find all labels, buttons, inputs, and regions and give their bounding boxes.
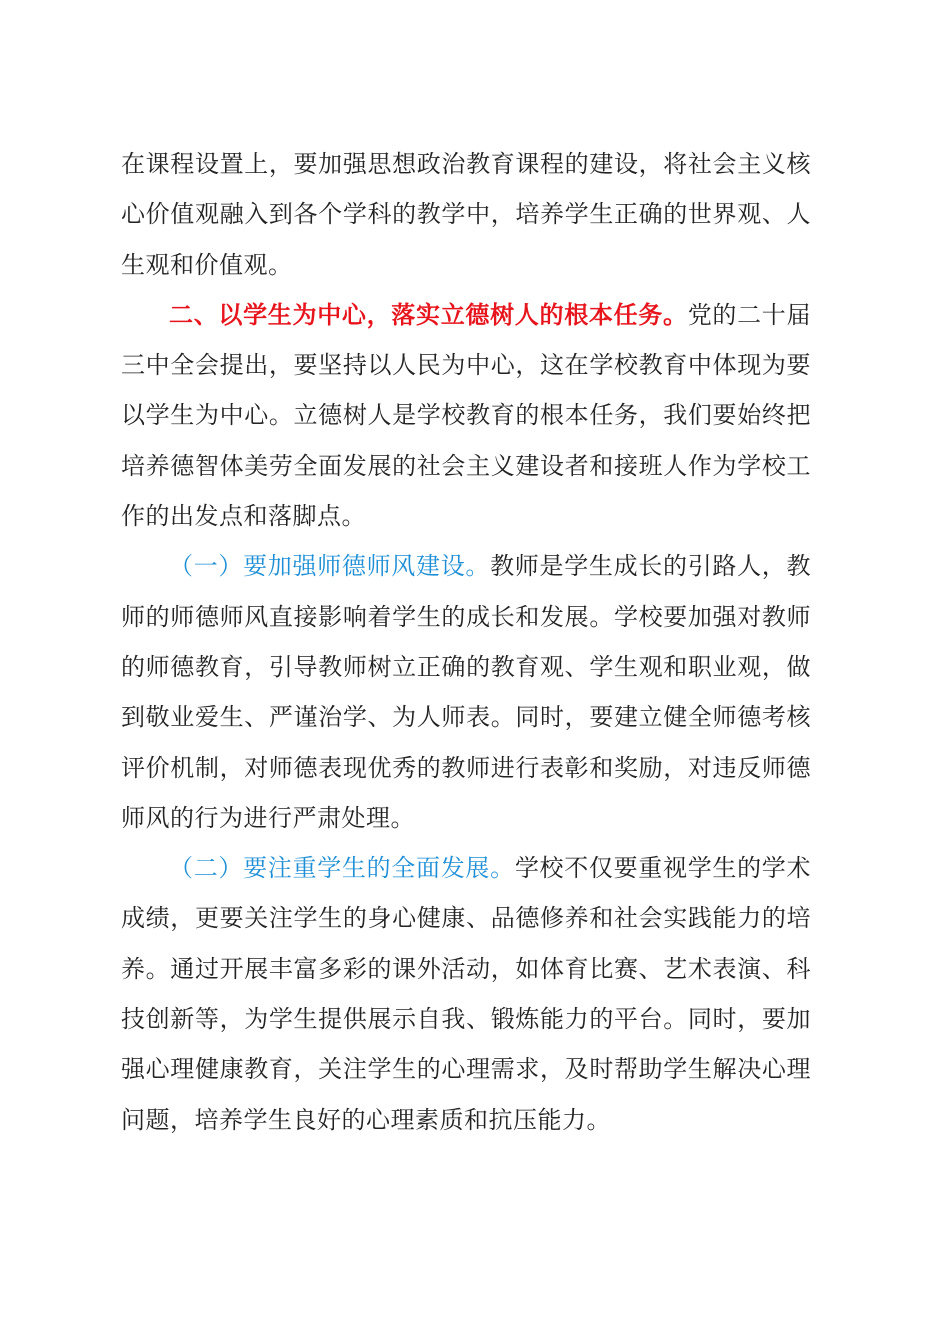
paragraph-course-setting xyxy=(121,139,811,290)
sub-heading: （二）要注重学生的全面发展。 xyxy=(169,854,515,883)
paragraph-text: 教师是学生成长的引路人，教师的师德师风直接影响着学生的成长和发展。学校要加强对教师的师德教育，引导教师树立正确的教育观、学生观和职业观，做到敬业爱生、严谨治学、为人师表。同时，要建立健全师德考核评价机制，对师德表现优秀的教师进行表彰和奖励，对违反师德师风的行为进行严肃处理。 xyxy=(121,552,812,832)
paragraph-text: 党的二十届三中全会提出，要坚持以人民为中心，这在学校教育中体现为要以学生为中心。立德树人是学校教育的根本任务，我们要始终把培养德智体美劳全面发展的社会主义建设者和接班人作为学校工作的出发点和落脚点。 xyxy=(121,300,812,531)
paragraph-text: 学校不仅要重视学生的学术成绩，更要关注学生的身心健康、品德修养和社会实践能力的培养。通过开展丰富多彩的课外活动，如体育比赛、艺术表演、科技创新等，为学生提供展示自我、锻炼能力的平台。同时，要加强心理健康教育，关注学生的心理需求，及时帮助学生解决心理问题，培养学生良好的心理素质和抗压能力。 xyxy=(121,854,812,1134)
sub-heading: （一）要加强师德师风建设。 xyxy=(169,552,491,581)
paragraph-text: 在课程设置上，要加强思想政治教育课程的建设，将社会主义核心价值观融入到各个学科的教学中，培养学生正确的世界观、人生观和价值观。 xyxy=(121,150,811,279)
paragraph-teacher-ethics xyxy=(121,541,811,843)
section-heading: 二、以学生为中心，落实立德树人的根本任务。 xyxy=(169,300,688,329)
document-body xyxy=(121,139,811,1145)
paragraph-all-round-development xyxy=(121,843,811,1145)
paragraph-student-centered xyxy=(121,290,811,541)
